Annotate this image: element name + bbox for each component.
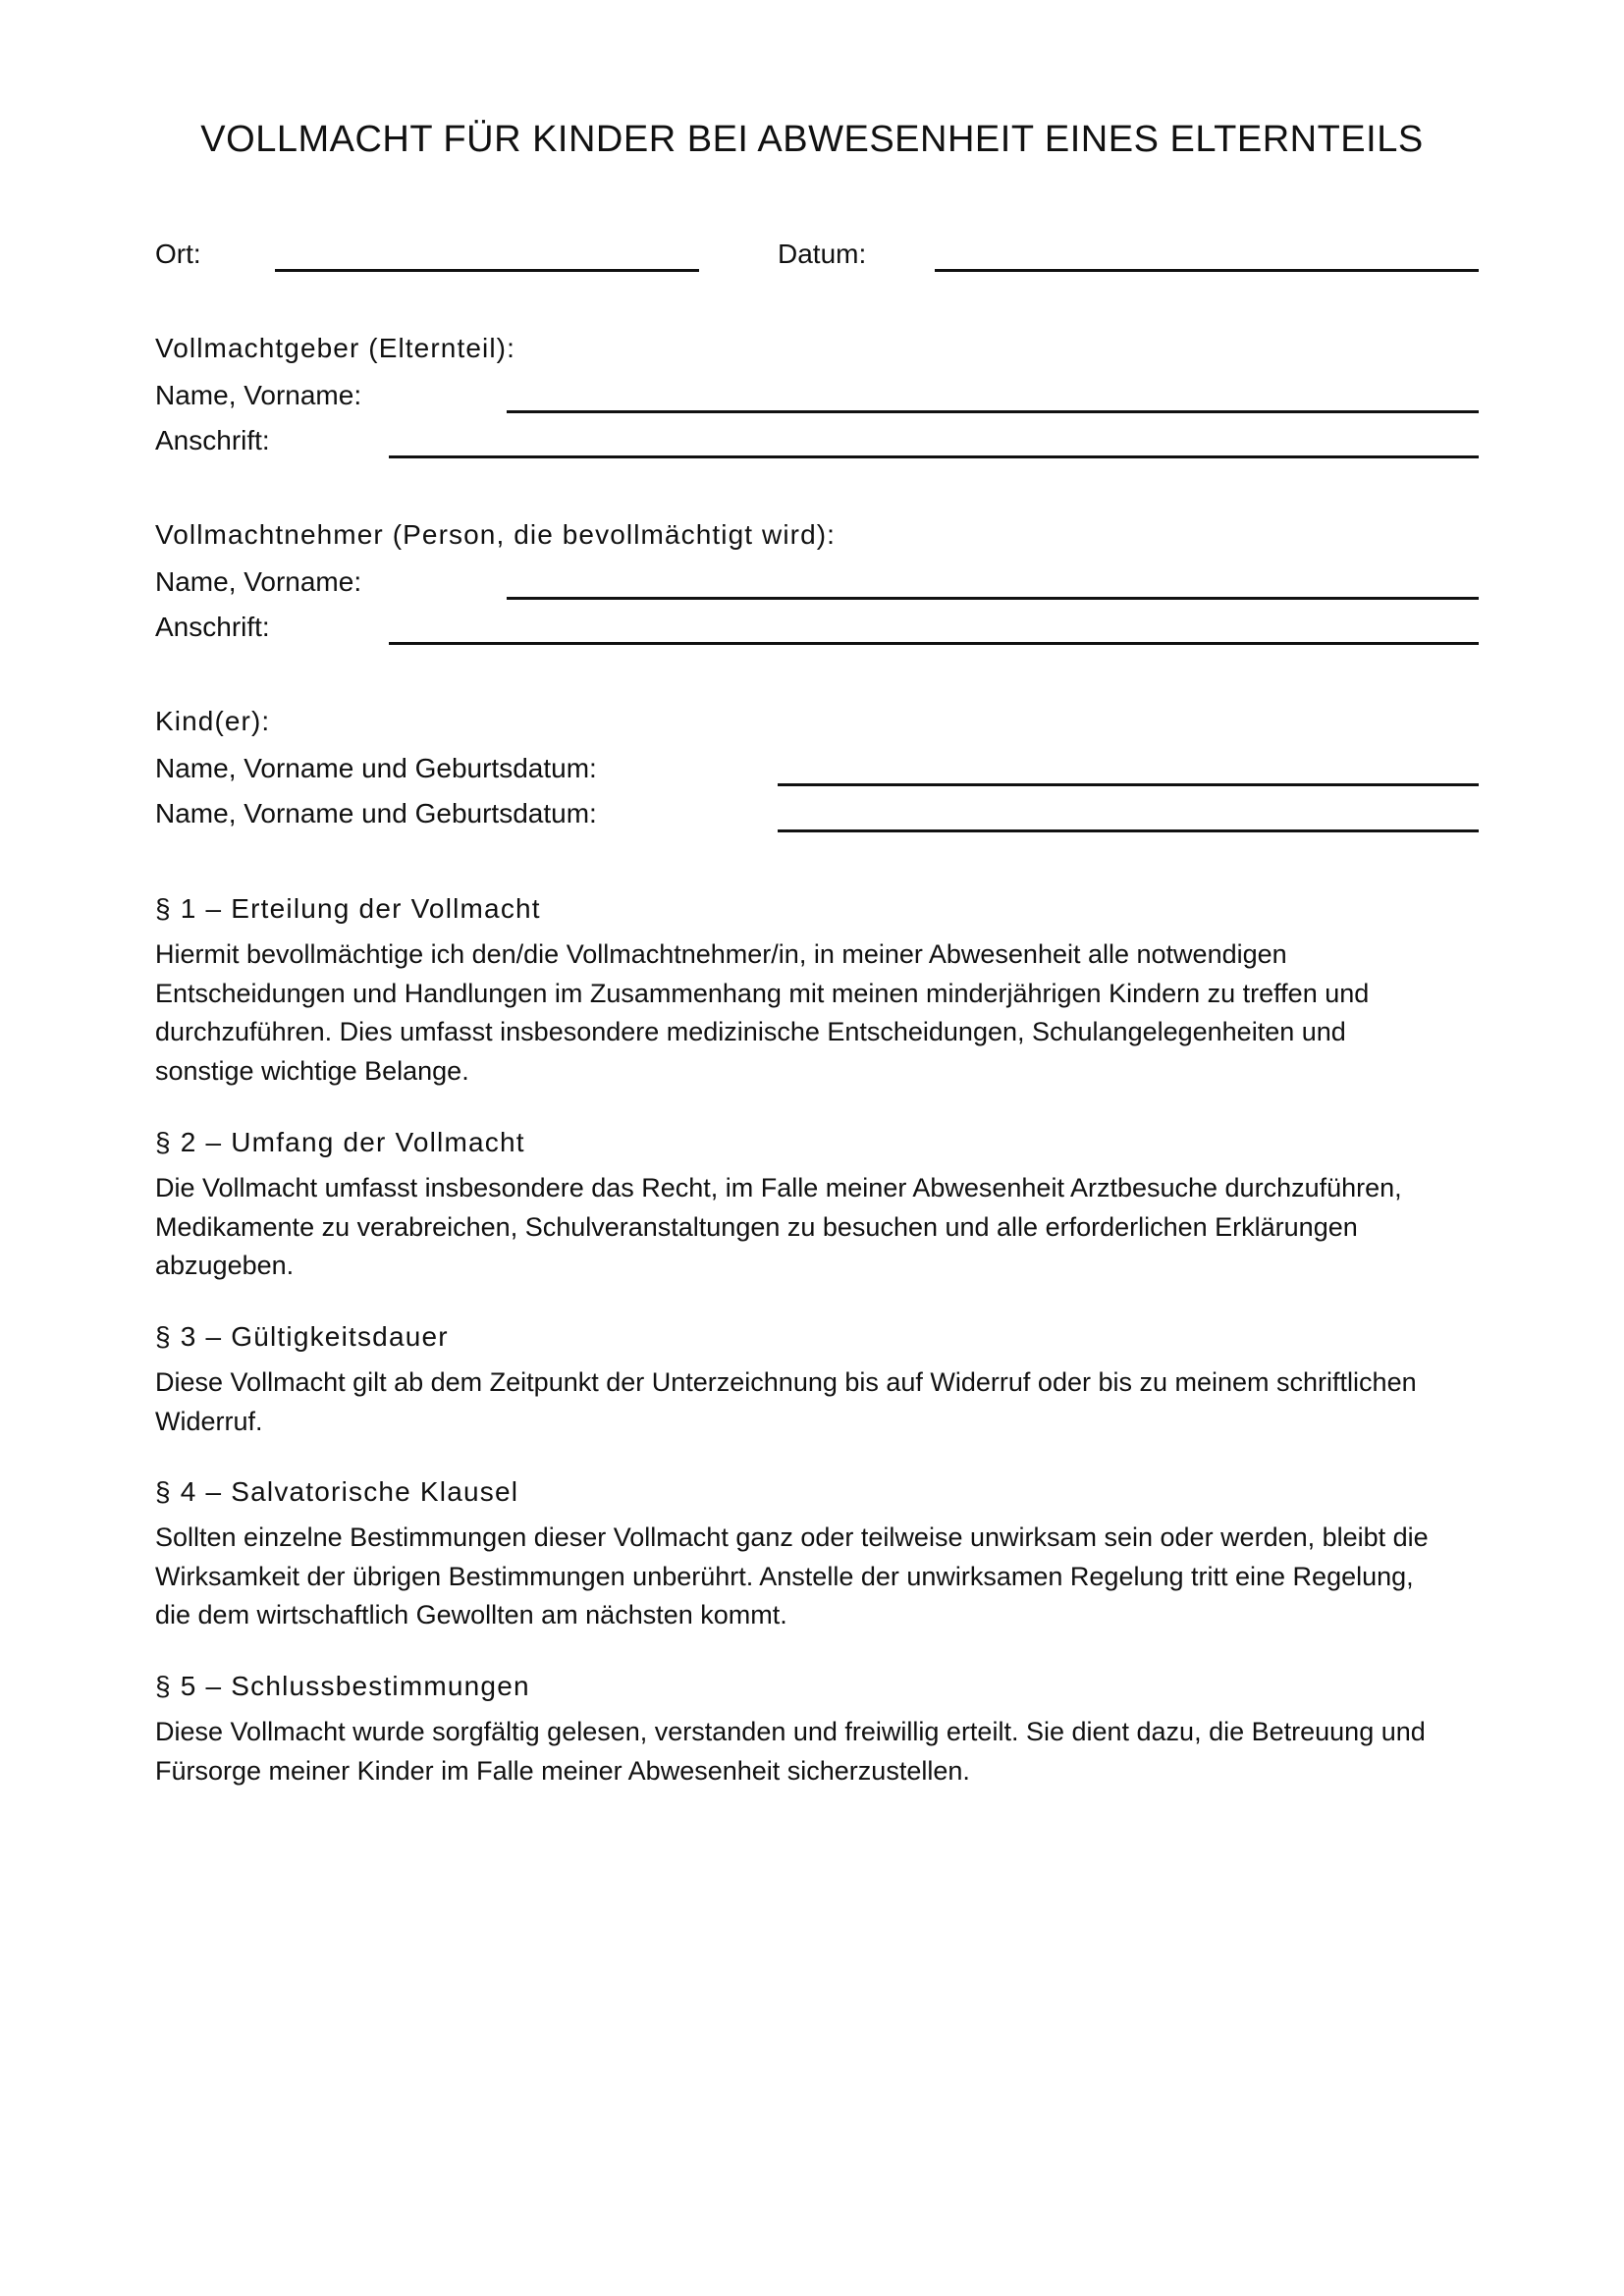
- section-heading: § 1 – Erteilung der Vollmacht: [155, 893, 541, 924]
- grantee-name-label: Name, Vorname:: [155, 566, 362, 597]
- grantee-heading: Vollmachtnehmer (Person, die bevollmächtigt wird):: [155, 519, 837, 550]
- grantor-address-label: Anschrift:: [155, 425, 270, 455]
- grantor-name-label: Name, Vorname:: [155, 380, 362, 410]
- section-paragraph: [155, 1169, 1476, 1286]
- section-heading: § 3 – Gültigkeitsdauer: [155, 1321, 449, 1352]
- grantor-address-field-line[interactable]: [389, 455, 1479, 458]
- paragraph-line: Die Vollmacht umfasst insbesondere das Recht, im Falle meiner Abwesenheit Arztbesuche durchzuführen,: [155, 1173, 1402, 1202]
- section-paragraph: [155, 1363, 1476, 1441]
- paragraph-line: abzugeben.: [155, 1251, 295, 1280]
- place-field-line[interactable]: [275, 269, 699, 272]
- paragraph-line: Wirksamkeit der übrigen Bestimmungen unberührt. Anstelle der unwirksamen Regelung tritt eine Regelung,: [155, 1561, 1414, 1591]
- child-entry-field-line[interactable]: [778, 783, 1479, 786]
- paragraph-line: Widerruf.: [155, 1406, 263, 1436]
- section-heading: § 5 – Schlussbestimmungen: [155, 1671, 530, 1701]
- document-title: VOLLMACHT FÜR KINDER BEI ABWESENHEIT EINES ELTERNTEILS: [200, 119, 1424, 160]
- section-paragraph: [155, 1713, 1476, 1790]
- child-entry-label: Name, Vorname und Geburtsdatum:: [155, 798, 597, 828]
- children-heading: Kind(er):: [155, 706, 271, 736]
- date-field-line[interactable]: [935, 269, 1479, 272]
- grantor-name-field-line[interactable]: [507, 410, 1479, 413]
- paragraph-line: Sollten einzelne Bestimmungen dieser Vollmacht ganz oder teilweise unwirksam sein oder werden, bleibt die: [155, 1522, 1429, 1552]
- child-entry-field-line[interactable]: [778, 829, 1479, 832]
- paragraph-line: Hiermit bevollmächtige ich den/die Vollmachtnehmer/in, in meiner Abwesenheit alle notwendigen: [155, 939, 1287, 969]
- paragraph-line: Diese Vollmacht gilt ab dem Zeitpunkt der Unterzeichnung bis auf Widerruf oder bis zu meinem schriftlichen: [155, 1367, 1417, 1397]
- paragraph-line: Fürsorge meiner Kinder im Falle meiner Abwesenheit sicherzustellen.: [155, 1755, 970, 1786]
- paragraph-line: die dem wirtschaftlich Gewollten am nächsten kommt.: [155, 1600, 787, 1629]
- grantor-heading: Vollmachtgeber (Elternteil):: [155, 333, 515, 363]
- paragraph-line: Diese Vollmacht wurde sorgfältig gelesen, verstanden und freiwillig erteilt. Sie dient dazu, die Betreuung und: [155, 1717, 1426, 1746]
- section-heading: § 2 – Umfang der Vollmacht: [155, 1127, 525, 1157]
- section-heading: § 4 – Salvatorische Klausel: [155, 1476, 519, 1507]
- paragraph-line: Entscheidungen und Handlungen im Zusammenhang mit meinen minderjährigen Kindern zu treffen und: [155, 978, 1370, 1008]
- paragraph-line: durchzuführen. Dies umfasst insbesondere medizinische Entscheidungen, Schulangelegenheiten und: [155, 1017, 1346, 1046]
- paragraph-line: sonstige wichtige Belange.: [155, 1055, 469, 1086]
- paragraph-line: Medikamente zu verabreichen, Schulveranstaltungen zu besuchen und alle erforderlichen Erklärungen: [155, 1211, 1358, 1242]
- date-label: Datum:: [778, 239, 867, 269]
- section-paragraph: [155, 1519, 1476, 1635]
- grantee-address-field-line[interactable]: [389, 642, 1479, 645]
- child-entry-label: Name, Vorname und Geburtsdatum:: [155, 753, 597, 783]
- grantee-name-field-line[interactable]: [507, 597, 1479, 600]
- grantee-address-label: Anschrift:: [155, 612, 270, 642]
- place-label: Ort:: [155, 239, 201, 269]
- section-paragraph: [155, 935, 1476, 1091]
